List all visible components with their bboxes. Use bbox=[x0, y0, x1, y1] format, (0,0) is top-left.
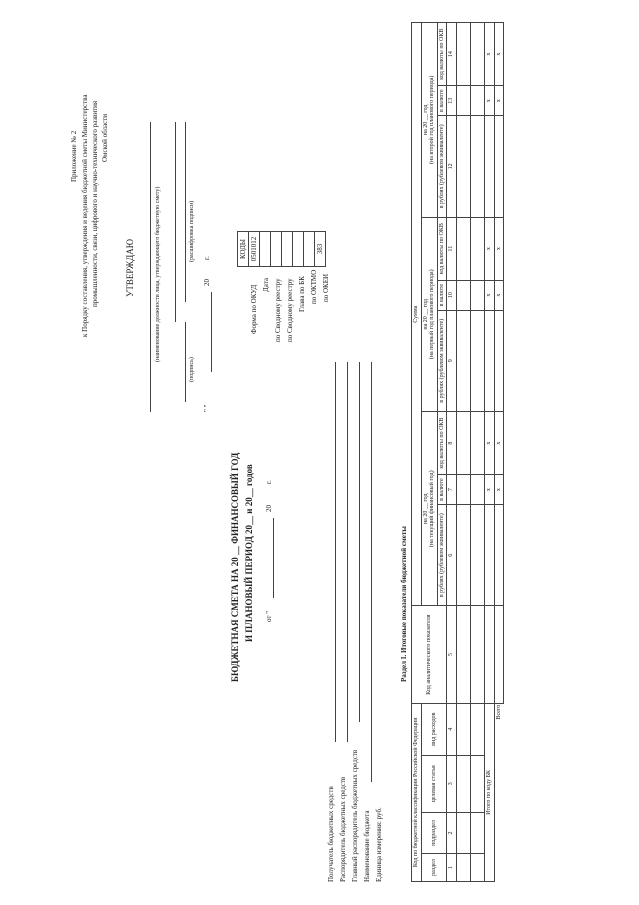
num-14: 14 bbox=[447, 23, 457, 86]
code-reg-2 bbox=[282, 232, 293, 267]
heading-line-1: БЮДЖЕТНАЯ СМЕТА НА 20 __ ФИНАНСОВЫЙ ГОД bbox=[230, 452, 240, 682]
th-y2-val: в валюте bbox=[437, 280, 447, 310]
num-3: 3 bbox=[447, 755, 457, 812]
th-y3-okv: код валюты по ОКВ bbox=[437, 23, 447, 86]
code-label-reg-1: по Сводному реестру bbox=[274, 278, 282, 342]
th-y2-okv: код валюты по ОКВ bbox=[437, 217, 447, 280]
x-mark: х bbox=[494, 280, 504, 310]
codes-table bbox=[237, 231, 326, 267]
section-title: Раздел I. Итоговые показатели бюджетной сметы bbox=[400, 526, 408, 682]
approve-date-suffix: г. bbox=[203, 256, 211, 260]
x-mark: х bbox=[484, 86, 494, 116]
x-mark: х bbox=[484, 412, 494, 475]
x-mark: х bbox=[494, 412, 504, 475]
num-6: 6 bbox=[447, 504, 457, 606]
code-label-reg-2: по Сводному реестру bbox=[286, 278, 294, 342]
table-row-total bbox=[494, 23, 504, 882]
th-y1-rub: в рублях (рублевом эквиваленте) bbox=[437, 504, 447, 606]
approve-date-line bbox=[211, 292, 212, 372]
field-budget-name: Наименование бюджета bbox=[363, 810, 371, 882]
codes-header: КОДЫ bbox=[238, 232, 249, 267]
th-year3-label: на 20 __ год bbox=[422, 104, 429, 136]
signature-line bbox=[185, 322, 186, 402]
heading-date-suffix: г. bbox=[265, 480, 273, 484]
code-oktmo bbox=[304, 232, 315, 267]
x-mark: х bbox=[494, 475, 504, 505]
field-unit: Единица измерения: руб. bbox=[375, 807, 383, 882]
heading-date-line bbox=[273, 518, 274, 598]
code-label-glava: Глава по БК bbox=[298, 276, 306, 312]
code-okud: 0501012 bbox=[249, 232, 260, 267]
field-chief-manager-line bbox=[359, 362, 360, 722]
num-4: 4 bbox=[447, 703, 457, 755]
appendix-line-4: Омской области bbox=[101, 113, 109, 162]
position-line-2 bbox=[175, 122, 176, 322]
rotated-form-sheet bbox=[65, 22, 585, 882]
heading-date-from: от " bbox=[265, 610, 273, 622]
th-razdel: раздел bbox=[421, 853, 447, 881]
field-recipient: Получатель бюджетных средств bbox=[327, 786, 335, 882]
code-label-oktmo: по ОКТМО bbox=[310, 269, 318, 304]
x-mark: х bbox=[494, 217, 504, 280]
field-chief-manager: Главный распорядитель бюджетных средств bbox=[351, 749, 359, 882]
num-2: 2 bbox=[447, 812, 457, 853]
th-y1-val: в валюте bbox=[437, 475, 447, 505]
th-podrazdel: подраздел bbox=[421, 812, 447, 853]
field-manager-line bbox=[347, 362, 348, 742]
th-year1-label: на 20 __ год bbox=[422, 493, 429, 525]
table-row bbox=[456, 23, 470, 882]
heading-date-year: 20 bbox=[265, 505, 273, 512]
summary-table bbox=[411, 22, 504, 882]
num-10: 10 bbox=[447, 280, 457, 310]
th-year2-sub: (на первый год планового периода) bbox=[429, 269, 436, 360]
decoding-caption: (расшифровка подписи) bbox=[189, 200, 195, 262]
field-recipient-line bbox=[335, 362, 336, 742]
total-kbk-label: Итого по коду БК bbox=[484, 703, 494, 881]
approve-date-prefix: " " bbox=[203, 404, 211, 412]
table-row-total-kbk bbox=[484, 23, 494, 882]
code-label-okud: Форма по ОКУД bbox=[250, 284, 258, 334]
approve-date-year: 20 bbox=[203, 279, 211, 286]
num-12: 12 bbox=[447, 116, 457, 218]
x-mark: х bbox=[484, 23, 494, 86]
appendix-line-1: Приложение № 2 bbox=[70, 130, 78, 182]
code-okei: 383 bbox=[315, 232, 326, 267]
th-year1 bbox=[421, 412, 437, 606]
th-y2-rub: в рублях (рублевом эквиваленте) bbox=[437, 310, 447, 412]
x-mark: х bbox=[494, 86, 504, 116]
field-budget-name-line bbox=[371, 362, 372, 782]
x-mark: х bbox=[484, 475, 494, 505]
table-num-row bbox=[447, 23, 457, 882]
num-11: 11 bbox=[447, 217, 457, 280]
num-8: 8 bbox=[447, 412, 457, 475]
th-analytic: Код аналитического показателя bbox=[412, 606, 447, 703]
num-5: 5 bbox=[447, 606, 457, 703]
th-year3 bbox=[421, 23, 437, 218]
x-mark: х bbox=[484, 280, 494, 310]
position-line bbox=[150, 122, 151, 412]
signature-caption: (подпись) bbox=[189, 357, 195, 382]
code-glava bbox=[293, 232, 304, 267]
num-13: 13 bbox=[447, 86, 457, 116]
x-mark: х bbox=[494, 23, 504, 86]
decoding-line bbox=[185, 122, 186, 302]
th-kbk: Код по бюджетной классификации Российской Федерации bbox=[412, 703, 422, 881]
heading-line-2: И ПЛАНОВЫЙ ПЕРИОД 20__ и 20__ годов bbox=[244, 464, 254, 642]
code-date bbox=[260, 232, 271, 267]
th-year3-sub: (на второй год планового периода) bbox=[429, 75, 436, 164]
total-all-label: Всего bbox=[494, 703, 504, 881]
num-7: 7 bbox=[447, 475, 457, 505]
code-label-date: Дата bbox=[262, 278, 270, 292]
field-manager: Распорядитель бюджетных средств bbox=[339, 776, 347, 882]
num-9: 9 bbox=[447, 310, 457, 412]
th-y3-val: в валюте bbox=[437, 86, 447, 116]
th-sum: Сумма bbox=[412, 23, 422, 606]
table-row bbox=[470, 23, 484, 882]
num-1: 1 bbox=[447, 853, 457, 881]
appendix-line-2: к Порядку составления, утверждения и ведения бюджетной сметы Министерства bbox=[81, 94, 89, 337]
th-vid: вид расходов bbox=[421, 703, 447, 755]
th-year2 bbox=[421, 217, 437, 411]
approve-title: УТВЕРЖДАЮ bbox=[125, 238, 135, 297]
th-y3-rub: в рублях (рублевом эквиваленте) bbox=[437, 116, 447, 218]
code-reg-1 bbox=[271, 232, 282, 267]
x-mark: х bbox=[484, 217, 494, 280]
th-year1-sub: (на текущий финансовый год) bbox=[429, 470, 436, 548]
position-caption: (наименование должности лица, утверждающего бюджетную смету) bbox=[155, 186, 161, 362]
th-year2-label: на 20 __ год bbox=[422, 299, 429, 330]
code-label-okei: по ОКЕИ bbox=[322, 273, 330, 302]
th-celevaya: целевая статья bbox=[421, 755, 447, 812]
th-y1-okv: код валюты по ОКВ bbox=[437, 412, 447, 475]
appendix-line-3: промышленности, связи, цифрового и научно-технического развития bbox=[91, 100, 99, 307]
